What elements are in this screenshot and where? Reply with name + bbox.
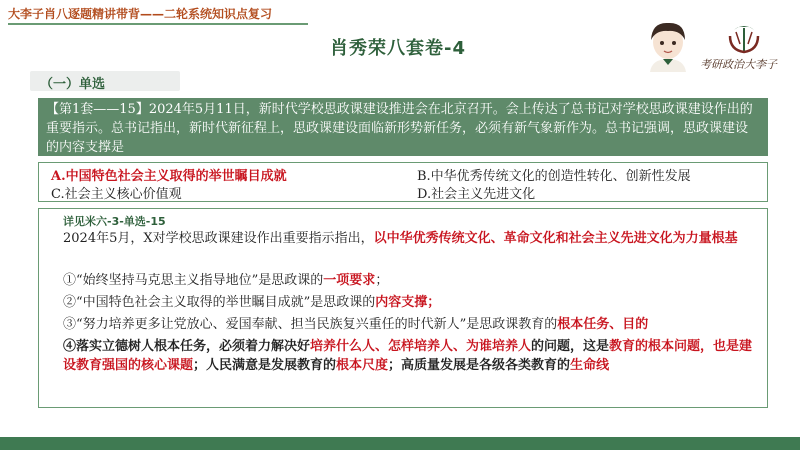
title-underline bbox=[8, 23, 308, 25]
explanation-point-3 bbox=[63, 315, 753, 334]
intro-highlight: 以中华优秀传统文化、革命文化和社会主义先进文化为力量根基 bbox=[373, 231, 738, 246]
point-4-highlight-c: 根本尺度 bbox=[336, 358, 389, 373]
point-4-text-c: ；人民满意是发展教育的 bbox=[193, 358, 337, 373]
explanation-intro bbox=[63, 229, 753, 248]
point-3-text: ③“努力培养更多让党放心、爱国奉献、担当民族复兴重任的时代新人”是思政课教育的 bbox=[63, 317, 558, 332]
explanation-point-4 bbox=[63, 337, 753, 375]
course-title: 大李子肖八逐题精讲带背——二轮系统知识点复习 bbox=[8, 7, 273, 21]
option-a[interactable]: A.中国特色社会主义取得的举世瞩目成就 bbox=[51, 169, 287, 184]
option-d[interactable]: D.社会主义先进文化 bbox=[417, 187, 536, 202]
explanation-reference: 详见米六-3-单选-15 bbox=[63, 215, 166, 228]
point-1-end: ； bbox=[375, 273, 389, 288]
page-title: 肖秀荣八套卷-4 bbox=[330, 38, 466, 59]
section-label: （一）单选 bbox=[40, 77, 106, 92]
point-4-text-b: 的问题，这是 bbox=[531, 339, 610, 354]
explanation-box bbox=[38, 208, 768, 408]
point-4-highlight-b: 教育的根本问题，也是建设教育强国的核心课题 bbox=[63, 339, 753, 373]
option-c[interactable]: C.社会主义核心价值观 bbox=[51, 187, 182, 202]
point-3-highlight: 根本任务、目的 bbox=[557, 317, 649, 332]
section-tab bbox=[30, 71, 180, 91]
explanation-point-2 bbox=[63, 293, 753, 312]
options-box bbox=[38, 162, 768, 202]
option-b[interactable]: B.中华优秀传统文化的创造性转化、创新性发展 bbox=[417, 169, 691, 184]
point-4-text-a: ④落实立德树人根本任务，必须着力解决好 bbox=[63, 339, 311, 354]
question-box bbox=[38, 98, 768, 156]
intro-text: 2024年5月，X对学校思政课建设作出重要指示指出， bbox=[63, 231, 374, 246]
point-2-highlight: 内容支撑； bbox=[375, 295, 441, 310]
point-4-text-d: ；高质量发展是各级各类教育的 bbox=[388, 358, 571, 373]
point-4-highlight-d: 生命线 bbox=[570, 358, 610, 373]
bottom-bar bbox=[0, 437, 800, 450]
point-1-highlight: 一项要求 bbox=[323, 273, 376, 288]
point-2-text: ②“中国特色社会主义取得的举世瞩目成就”是思政课的 bbox=[63, 295, 376, 310]
logo-text: 考研政治大李子 bbox=[700, 58, 777, 71]
point-4-highlight-a: 培养什么人、怎样培养人、为谁培养人 bbox=[310, 339, 532, 354]
avatar bbox=[640, 18, 696, 72]
point-1-text: ①“始终坚持马克思主义指导地位”是思政课的 bbox=[63, 273, 324, 288]
question-text: 【第1套——15】2024年5月11日，新时代学校思政课建设推进会在北京召开。会上传达了总书记对学校思政课建设作出的重要指示。总书记指出，新时代新征程上，思政课建设面临新形势新任务，必须有新气象新作为。总书记强调，思政课建设的内容支撑是 bbox=[46, 102, 753, 155]
explanation-point-1 bbox=[63, 271, 753, 290]
